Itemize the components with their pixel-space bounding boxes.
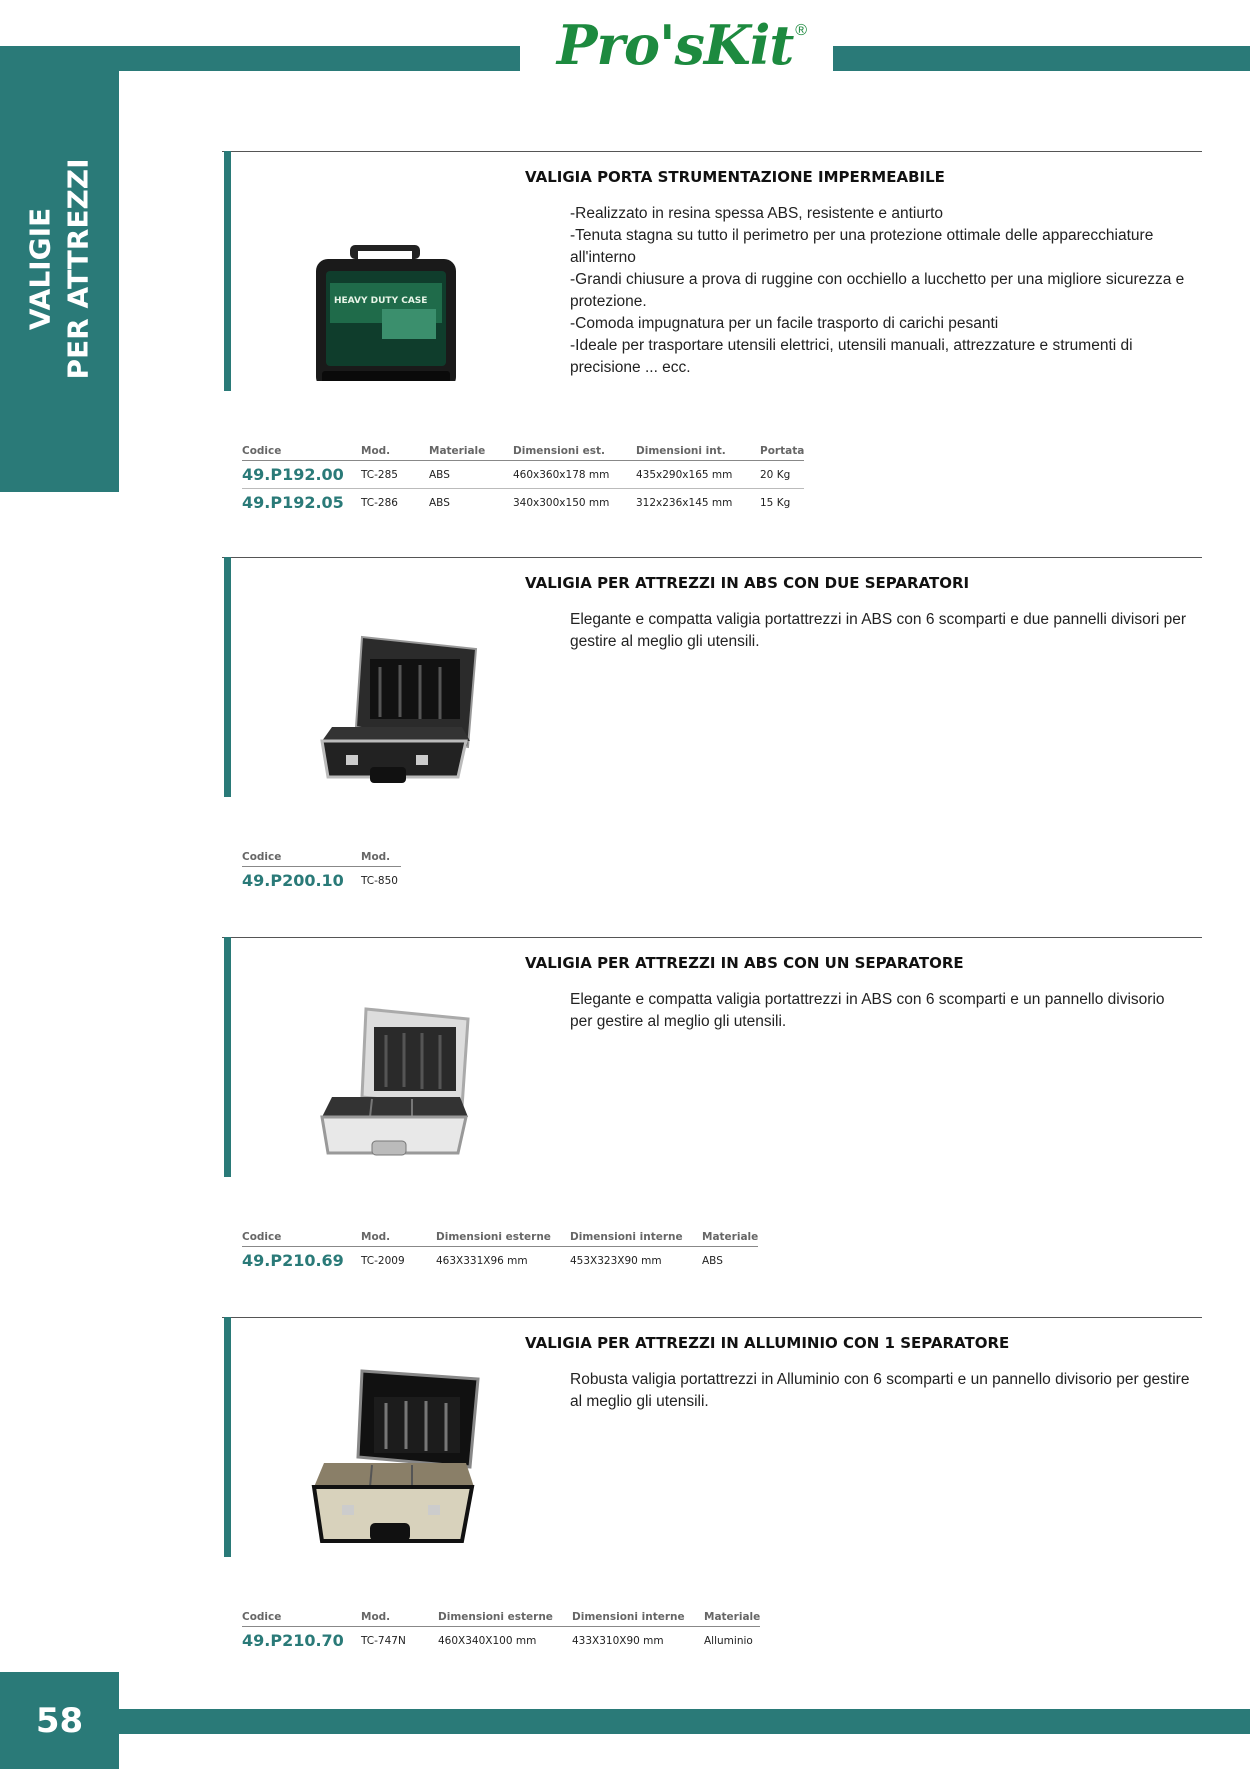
- section-title: VALIGIA PER ATTREZZI IN ABS CON DUE SEPARATORI: [525, 574, 970, 592]
- section-divider: [222, 1317, 1202, 1318]
- section-accent-bar: [224, 937, 231, 1177]
- product-code: 49.P210.69: [242, 1251, 344, 1270]
- table-cell: 460X340X100 mm: [438, 1634, 537, 1647]
- section-title: VALIGIA PER ATTREZZI IN ALLUMINIO CON 1 SEPARATORE: [525, 1334, 1010, 1352]
- table-cell: 340x300x150 mm: [513, 496, 610, 509]
- table-cell: TC-747N: [361, 1634, 406, 1647]
- section-description: [570, 989, 1190, 1033]
- section-title: VALIGIA PER ATTREZZI IN ABS CON UN SEPARATORE: [525, 954, 964, 972]
- table-cell: TC-286: [361, 496, 398, 509]
- column-header: Dimensioni interne: [572, 1609, 704, 1627]
- spec-table: [242, 849, 401, 894]
- product-section-abs-one-divider: [222, 937, 1202, 1277]
- section-description: [570, 203, 1190, 379]
- table-cell: TC-2009: [361, 1254, 405, 1267]
- table-cell: ABS: [429, 496, 450, 509]
- column-header: Dimensioni interne: [570, 1229, 702, 1247]
- product-code: 49.P192.00: [242, 461, 361, 489]
- description-line: Elegante e compatta valigia portattrezzi in ABS con 6 scomparti e due pannelli divisori per gestire al meglio gli utensili.: [570, 611, 1187, 650]
- section-accent-bar: [224, 557, 231, 797]
- section-title: VALIGIA PORTA STRUMENTAZIONE IMPERMEABILE: [525, 168, 945, 186]
- section-description: [570, 609, 1190, 653]
- description-line: Robusta valigia portattrezzi in Alluminio con 6 scomparti e un pannello divisorio per gestire al meglio gli utensili.: [570, 1371, 1190, 1410]
- description-line: -Realizzato in resina spessa ABS, resistente e antiurto: [570, 205, 944, 222]
- table-cell: 312x236x145 mm: [636, 496, 733, 509]
- waterproof-case-image: [262, 171, 482, 381]
- product-section-aluminium-case: [222, 1317, 1202, 1657]
- column-header: Dimensioni esterne: [438, 1609, 572, 1627]
- spec-table: [242, 1609, 760, 1654]
- product-code: 49.P192.05: [242, 493, 344, 512]
- proskit-logo: [552, 10, 812, 80]
- table-row: [242, 1247, 758, 1275]
- table-cell: Alluminio: [704, 1634, 753, 1647]
- product-section-abs-two-dividers: [222, 557, 1202, 897]
- column-header: Codice: [242, 443, 361, 461]
- case-label-text: HEAVY DUTY CASE: [334, 296, 428, 306]
- column-header: Codice: [242, 1229, 361, 1247]
- side-label-line1: VALIGIE: [23, 207, 57, 331]
- description-line: -Ideale per trasportare utensili elettrici, utensili manuali, attrezzature e strumenti di precisione ... ecc.: [570, 337, 1133, 376]
- table-cell: ABS: [702, 1254, 723, 1267]
- section-divider: [222, 151, 1202, 152]
- product-code: 49.P210.70: [242, 1631, 344, 1650]
- table-cell: 433X310X90 mm: [572, 1634, 664, 1647]
- section-accent-bar: [224, 1317, 231, 1557]
- section-divider: [222, 557, 1202, 558]
- column-header: Codice: [242, 849, 361, 867]
- column-header: Portata: [760, 443, 804, 461]
- description-line: -Grandi chiusure a prova di ruggine con occhiello a lucchetto per una migliore sicurezza e protezione.: [570, 271, 1185, 310]
- column-header: Mod.: [361, 443, 429, 461]
- header-bar-right: [833, 46, 1250, 71]
- section-description: [570, 1369, 1190, 1413]
- footer-bar: [119, 1709, 1250, 1734]
- table-cell: ABS: [429, 461, 513, 489]
- column-header: Dimensioni est.: [513, 443, 636, 461]
- side-category-label: [0, 46, 119, 492]
- column-header: Dimensioni esterne: [436, 1229, 570, 1247]
- table-row: [242, 489, 804, 517]
- description-line: -Tenuta stagna su tutto il perimetro per una protezione ottimale delle apparecchiature all'interno: [570, 227, 1154, 266]
- column-header: Materiale: [702, 1229, 758, 1247]
- section-divider: [222, 937, 1202, 938]
- column-header: Materiale: [429, 443, 513, 461]
- registered-mark: ®: [795, 22, 808, 39]
- column-header: Materiale: [704, 1609, 760, 1627]
- abs-toolcase-one-divider-image: [262, 957, 482, 1167]
- table-cell: 463X331X96 mm: [436, 1254, 528, 1267]
- product-section-waterproof-case: [222, 151, 1202, 531]
- side-label-line2: PER ATTREZZI: [61, 158, 95, 380]
- description-line: -Comoda impugnatura per un facile trasporto di carichi pesanti: [570, 315, 999, 332]
- table-cell: 20 Kg: [760, 461, 804, 489]
- page-number: 58: [35, 1700, 84, 1741]
- spec-table: [242, 443, 804, 516]
- column-header: Mod.: [361, 1609, 438, 1627]
- table-cell: TC-285: [361, 461, 429, 489]
- section-accent-bar: [224, 151, 231, 391]
- table-cell: TC-850: [361, 874, 398, 887]
- table-row: [242, 867, 401, 895]
- table-row: [242, 461, 804, 489]
- table-cell: 453X323X90 mm: [570, 1254, 662, 1267]
- table-cell: 435x290x165 mm: [636, 461, 760, 489]
- product-code: 49.P200.10: [242, 871, 344, 890]
- logo-text: Pro'sKit: [556, 13, 794, 77]
- table-row: [242, 1627, 760, 1655]
- column-header: Mod.: [361, 1229, 436, 1247]
- column-header: Mod.: [361, 849, 401, 867]
- description-line: Elegante e compatta valigia portattrezzi in ABS con 6 scomparti e un pannello divisorio per gestire al meglio gli utensili.: [570, 991, 1165, 1030]
- table-cell: 460x360x178 mm: [513, 461, 636, 489]
- column-header: Dimensioni int.: [636, 443, 760, 461]
- abs-toolcase-two-dividers-image: [262, 577, 482, 787]
- table-cell: 15 Kg: [760, 496, 791, 509]
- column-header: Codice: [242, 1609, 361, 1627]
- spec-table: [242, 1229, 758, 1274]
- aluminium-toolcase-image: [262, 1337, 482, 1547]
